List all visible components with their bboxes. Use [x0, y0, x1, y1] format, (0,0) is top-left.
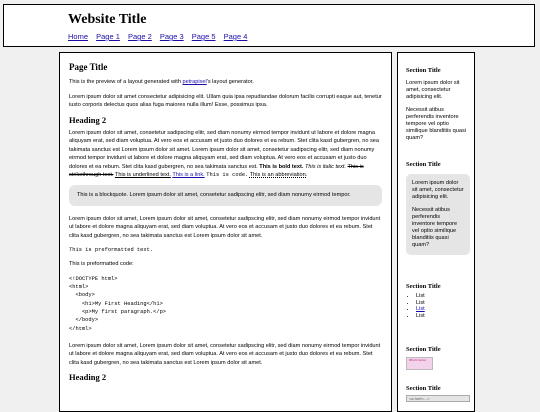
nav-link-home[interactable]: Home: [68, 32, 89, 41]
section-text: Necessit atibus perferendis inventore tempore vel optio similique blanditiis quasi quam?: [406, 107, 467, 141]
main-content: [59, 52, 392, 412]
code-block: [69, 275, 382, 333]
paragraph-text: Lorem ipsum dolor sit amet, consetetur sadipscing elitr, sed diam nonumy eirmod tempor invidunt ut labore et dolore magna aliquyam erat, sed diam voluptua. At vero eos et accusam et justo duo dolores et ea rebum. Stet clita kasd gubergren, no sea takimata sanctus est Lorem ipsum dolor sit amet. Lorem ipsum dolor sit amet, consetetur sadipscing elitr, sed diam nonumy eirmod tempor invidunt ut labore et dolore magna aliquyam erat, sed diam voluptua. At vero eos et accusam et justo duo dolores et ea rebum. Stet clita kasd gubergren, no sea takimata sanctus est.: [69, 130, 380, 170]
badge-label: 88x31 button: [409, 358, 427, 362]
sidebar-section: [406, 161, 470, 255]
section-title: Section Title: [406, 385, 441, 392]
list-item: • List: [416, 300, 470, 307]
inline-code: This is code.: [206, 172, 249, 179]
code-line: <p>My first paragraph.</p>: [69, 308, 167, 315]
paragraph: Lorem ipsum dolor sit amet, Lorem ipsum dolor sit amet, consetetur sadipscing elitr, sed diam nonumy eirmod tempor invidunt ut labore et dolore magna aliquyam erat, sed diam voluptua. At vero eos et accusam et justo duo dolores et ea rebum. Stet clita kasd gubergren, no sea takimata sanctus est Lorem ipsum dolor sit amet.: [69, 342, 381, 366]
section-title: Section Title: [406, 283, 441, 290]
list-item: • List: [416, 313, 470, 320]
preformatted-text: This is preformatted text.: [69, 247, 154, 254]
code-line: <!DOCTYPE html>: [69, 275, 118, 282]
embed-code-field[interactable]: <a href=...>: [406, 395, 470, 402]
code-label: This is preformatted code:: [69, 261, 134, 268]
main-nav: [68, 32, 253, 41]
nav-link-page-3[interactable]: Page 3: [159, 32, 184, 41]
formatting-paragraph: [69, 129, 382, 179]
intro-text: This is the preview of a layout generated with: [69, 79, 183, 86]
paragraph: Lorem ipsum dolor sit amet, Lorem ipsum dolor sit amet, consetetur sadipscing elitr, sed diam nonumy eirmod tempor invidunt ut labore et dolore magna aliquyam erat, sed diam voluptua. At vero eos et accusam et justo duo dolores et ea rebum. Stet clita kasd gubergren, no sea takimata sanctus est Lorem ipsum dolor sit amet.: [69, 215, 381, 239]
nav-link-page-2[interactable]: Page 2: [127, 32, 152, 41]
section-text: Lorem ipsum dolor sit amet, consectetur adipisicing elit.: [406, 80, 460, 100]
heading-2: Heading 2: [69, 372, 107, 383]
italic-text: This is italic text.: [305, 163, 347, 170]
intro-paragraph: [69, 78, 382, 86]
underlined-text: This is underlined text.: [114, 172, 171, 179]
code-line: <body>: [69, 292, 95, 299]
sample-link[interactable]: This is a link.: [172, 172, 205, 179]
code-line: </body>: [69, 317, 99, 324]
strikethrough-text: This is strikethrough text.: [69, 163, 364, 179]
list-item: • List: [416, 293, 470, 300]
page-title: Page Title: [69, 62, 108, 72]
nav-link-page-4[interactable]: Page 4: [223, 32, 248, 41]
sidebar-section: [406, 283, 470, 319]
sidebar-section: [406, 346, 470, 370]
code-line: </html>: [69, 325, 92, 332]
section-title: Section Title: [406, 161, 441, 168]
right-sidebar: [397, 52, 475, 412]
list-item[interactable]: [416, 306, 470, 313]
site-title: Website Title: [68, 12, 147, 27]
code-line: <h1>My First Heading</h1>: [69, 300, 163, 307]
site-header: [3, 4, 535, 47]
nav-link-page-1[interactable]: Page 1: [96, 32, 120, 41]
sidebar-section: [406, 385, 470, 402]
bold-text: This is bold text.: [259, 163, 304, 170]
abbreviation: This is an abbreviation.: [249, 172, 308, 179]
heading-2: Heading 2: [69, 114, 107, 125]
intro-text-end: 's layout generator.: [206, 79, 254, 86]
code-line: <html>: [69, 284, 89, 291]
nav-link-page-5[interactable]: Page 5: [191, 32, 216, 41]
petrapixel-link[interactable]: petrapixel: [182, 79, 207, 86]
section-text: Necessit atibus perferendis inventore tempore vel optio similique blanditiis quasi quam?: [412, 207, 458, 248]
paragraph: Lorem ipsum dolor sit amet consectetur adipisicing elit. Ullam quia ipsa repudiandae dolorum facilis corrupti eaque aut, tenetur iusto corporis delectus quos alias fuga maiores nulla illum! Esse, possimus ipsa.: [69, 93, 382, 109]
button-badge[interactable]: [406, 357, 433, 370]
section-text: Lorem ipsum dolor sit amet, consectetur adipisicing elit.: [412, 180, 464, 200]
sidebar-list: [406, 293, 470, 319]
sidebar-box: [406, 174, 470, 255]
sidebar-section: [406, 67, 470, 148]
list-link[interactable]: List: [416, 306, 425, 313]
blockquote: This is a blockquote. Lorem ipsum dolor sit amet, consetetur sadipscing elitr, sed diam nonumy eirmod tempor.: [69, 185, 382, 205]
section-title: Section Title: [406, 67, 441, 74]
section-title: Section Title: [406, 346, 441, 353]
